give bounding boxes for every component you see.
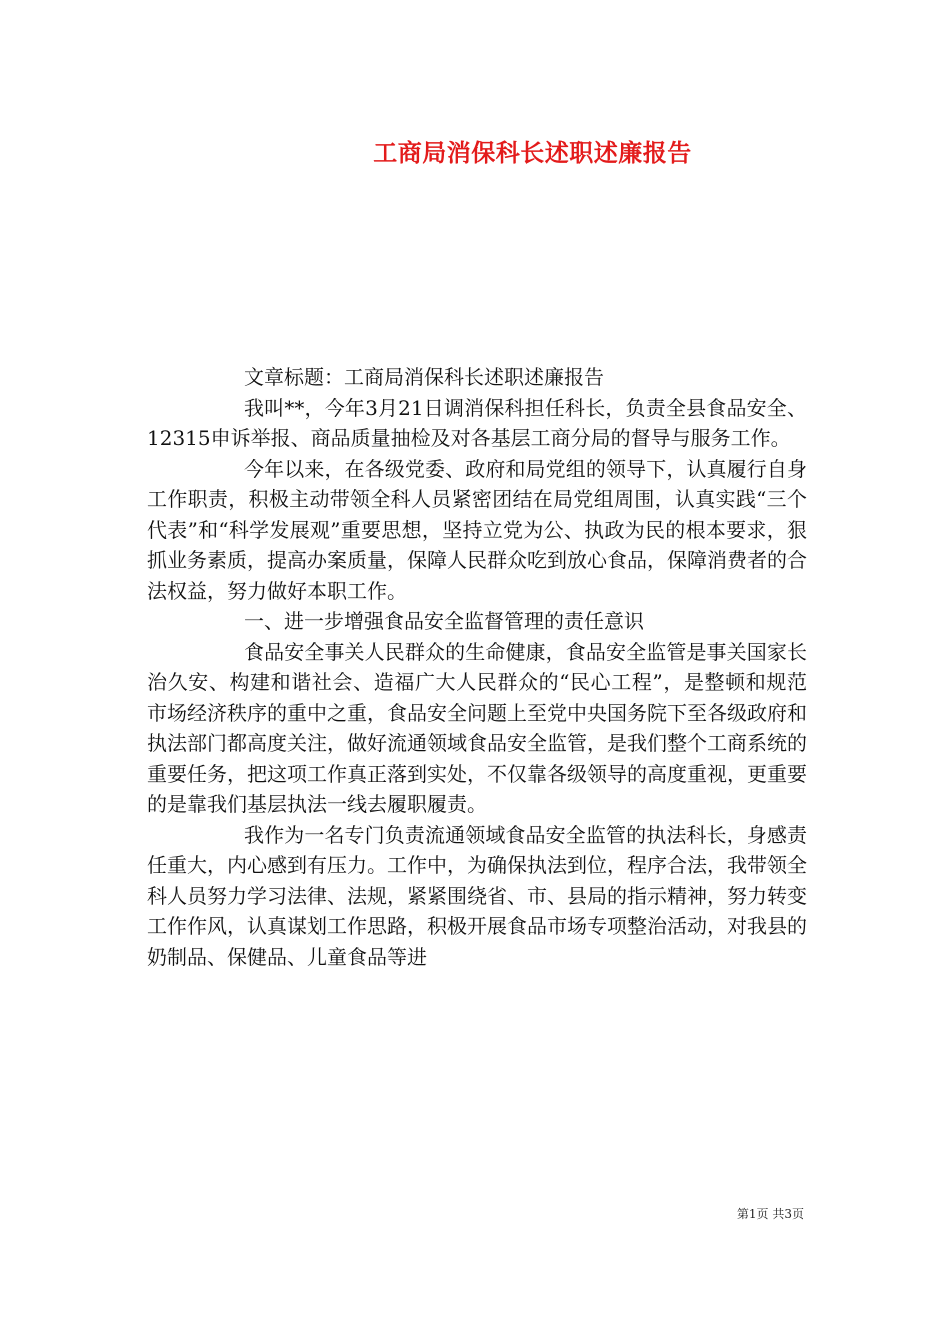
paragraph-article-title: 文章标题：工商局消保科长述职述廉报告 (244, 365, 604, 389)
paragraph-overview: 今年以来，在各级党委、政府和局党组的领导下，认真履行自身工作职责，积极主动带领全科人员紧密团结在局党组周围，认真实践“三个代表”和“科学发展观”重要思想，坚持立党为公、执政为民的根本要求，狠抓业务素质，提高办案质量，保障人民群众吃到放心食品，保障消费者的合法权益，努力做好本职工作。 (147, 456, 807, 603)
section-heading-1: 一、进一步增强食品安全监督管理的责任意识 (244, 609, 644, 633)
document-body (147, 362, 807, 972)
paragraph-responsibility: 我作为一名专门负责流通领域食品安全监管的执法科长，身感责任重大，内心感到有压力。工作中，为确保执法到位，程序合法，我带领全科人员努力学习法律、法规，紧紧围绕省、市、县局的指示精神，努力转变工作作风，认真谋划工作思路，积极开展食品市场专项整治活动，对我县的奶制品、保健品、儿童食品等进 (147, 822, 807, 969)
paragraph-introduction: 我叫**，今年3月21日调消保科担任科长，负责全县食品安全、12315申诉举报、商品质量抽检及对各基层工商分局的督导与服务工作。 (147, 395, 807, 450)
page-number: 第1页 共3页 (736, 1207, 804, 1221)
paragraph-food-safety: 食品安全事关人民群众的生命健康，食品安全监管是事关国家长治久安、构建和谐社会、造福广大人民群众的“民心工程”，是整顿和规范市场经济秩序的重中之重，食品安全问题上至党中央国务院下至各级政府和执法部门都高度关注，做好流通领域食品安全监管，是我们整个工商系统的重要任务，把这项工作真正落到实处，不仅靠各级领导的高度重视，更重要的是靠我们基层执法一线去履职履责。 (147, 639, 807, 816)
document-title: 工商局消保科长述职述廉报告 (373, 138, 692, 167)
